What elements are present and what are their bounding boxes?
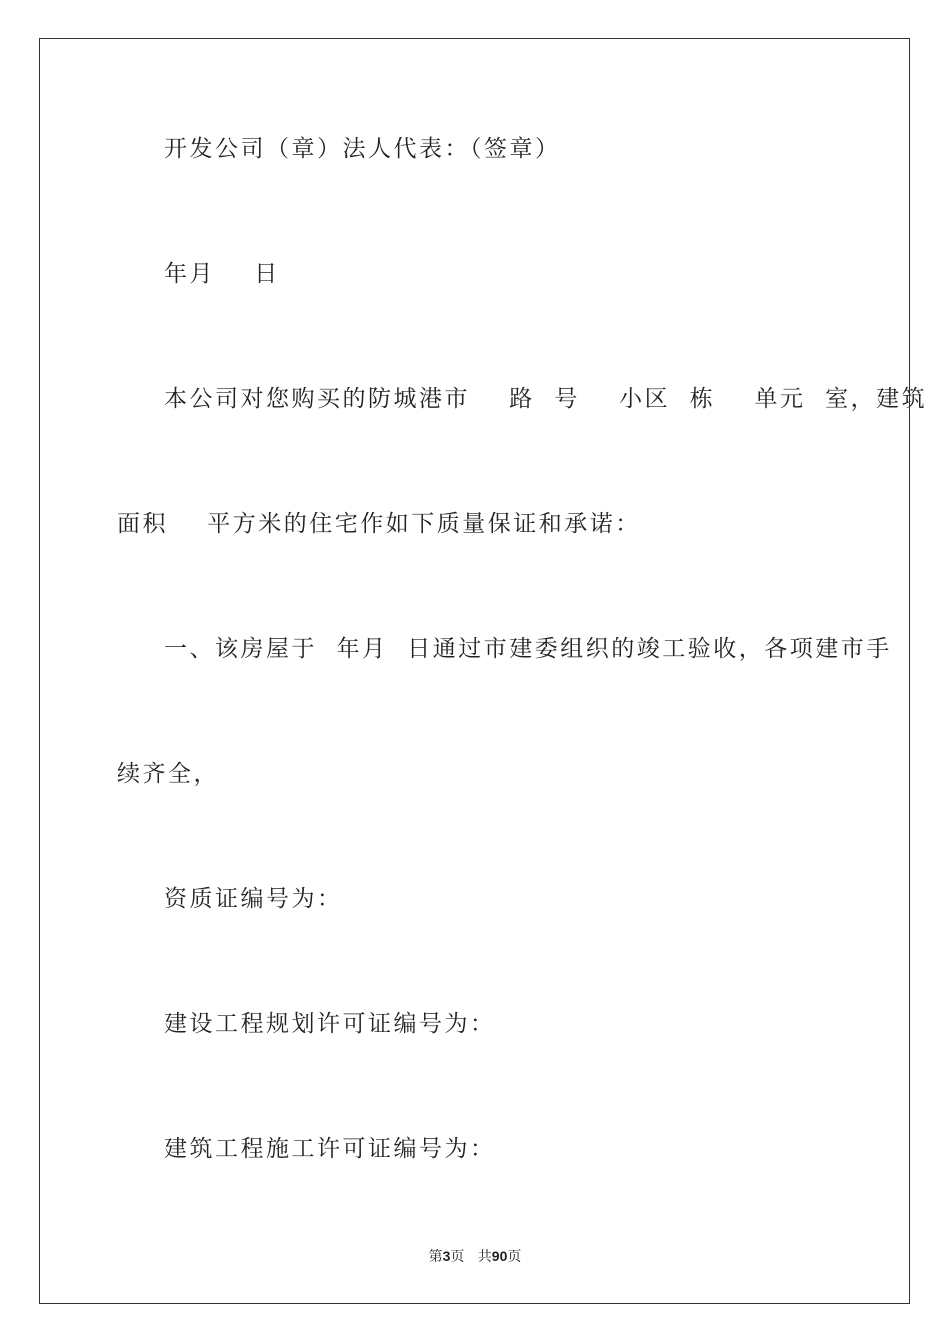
total-pages: 90 [491,1248,508,1264]
page-suffix: 页 [450,1249,465,1265]
paragraph-line: 一、该房屋于 年月 日通过市建委组织的竣工验收，各项建市手 [164,636,892,662]
paragraph-line: 续齐全， [117,761,219,787]
total-suffix: 页 [507,1249,522,1265]
page-footer [0,1246,950,1266]
page-border [39,38,910,1304]
page-prefix: 第 [428,1249,443,1265]
date-line: 年月 日 [164,261,280,287]
page-number: 3 [442,1248,451,1264]
certificate-line: 建筑工程施工许可证编号为： [164,1136,496,1162]
certificate-line: 资质证编号为： [164,886,343,912]
total-prefix: 共 [477,1249,492,1265]
certificate-line: 建设工程规划许可证编号为： [164,1011,496,1037]
signature-line: 开发公司（章）法人代表：（签章） [164,136,561,162]
paragraph-line: 面积 平方米的住宅作如下质量保证和承诺： [117,511,641,537]
paragraph-line: 本公司对您购买的防城港市 路 号 小区 栋 单元 室，建筑 [164,386,928,412]
